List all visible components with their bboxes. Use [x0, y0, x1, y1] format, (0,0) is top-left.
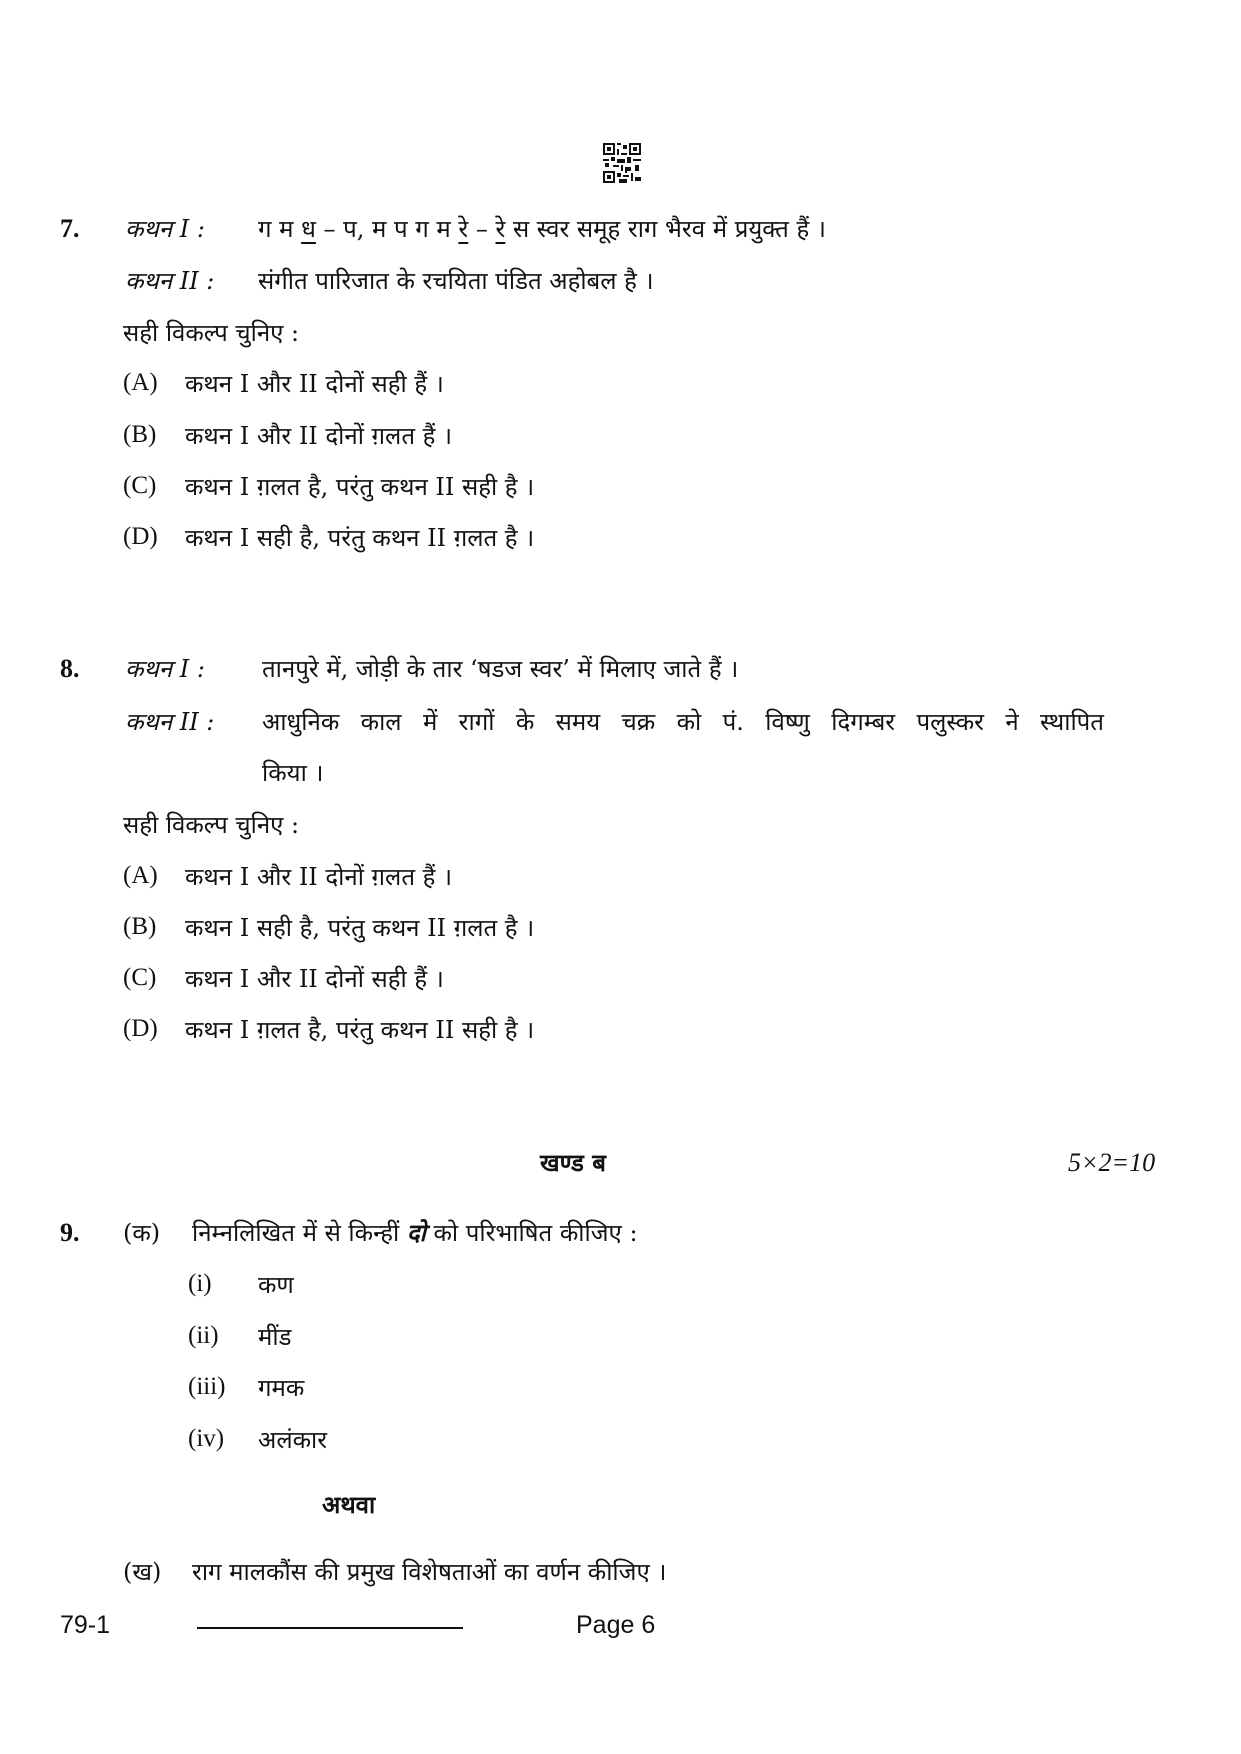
q8-statement-1-label: कथन I : [125, 655, 205, 683]
q9-part-a-label: (क) [123, 1219, 161, 1247]
komal-swar-re: रे [458, 215, 469, 243]
q7-option-b-text: कथन I और II दोनों ग़लत हैं । [185, 422, 453, 450]
q8-option-d-letter: (D) [123, 1015, 158, 1042]
q9-part-b-text: राग मालकौंस की प्रमुख विशेषताओं का वर्णन कीजिए । [192, 1558, 667, 1586]
q8-prompt: सही विकल्प चुनिए : [123, 811, 300, 839]
q9-item-iii-number: (iii) [188, 1373, 226, 1400]
qr-code-icon [603, 143, 641, 183]
q7-statement-1-label: कथन I : [125, 215, 205, 243]
or-separator: अथवा [322, 1490, 376, 1519]
q7-option-b-letter: (B) [123, 421, 157, 448]
q8-option-c-text: कथन I और II दोनों सही हैं । [185, 965, 444, 993]
q8-option-a-text: कथन I और II दोनों ग़लत हैं । [185, 863, 453, 891]
question-9-number: 9. [60, 1218, 80, 1247]
question-7-number: 7. [60, 214, 80, 243]
section-marks: 5×2=10 [1068, 1148, 1156, 1177]
q9-item-i-number: (i) [188, 1270, 212, 1297]
q9-item-iv-text: अलंकार [258, 1426, 328, 1454]
q7-option-a-text: कथन I और II दोनों सही हैं । [185, 370, 444, 398]
q9-item-iv-number: (iv) [188, 1425, 225, 1452]
q9-part-a-text [192, 1216, 638, 1249]
q8-option-b-text: कथन I सही है, परंतु कथन II ग़लत है । [185, 914, 535, 942]
q7-option-c-text: कथन I ग़लत है, परंतु कथन II सही है । [185, 473, 535, 501]
text-part: – [468, 215, 496, 243]
text-part: ग म [258, 215, 302, 243]
emphasis-two: दो [406, 1218, 426, 1247]
q9-item-ii-number: (ii) [188, 1322, 219, 1349]
question-8-number: 8. [60, 654, 80, 683]
q7-statement-2-text: संगीत पारिजात के रचयिता पंडित अहोबल है । [258, 267, 654, 295]
q7-option-d-text: कथन I सही है, परंतु कथन II ग़लत है । [185, 524, 535, 552]
q9-item-iii-text: गमक [258, 1374, 305, 1402]
section-title: खण्ड ब [540, 1148, 606, 1177]
footer-divider [197, 1627, 463, 1629]
q8-statement-1-text: तानपुरे में, जोड़ी के तार ‘षडज स्वर’ में मिलाए जाते हैं । [262, 655, 739, 683]
q7-option-d-letter: (D) [123, 523, 158, 550]
q8-option-d-text: कथन I ग़लत है, परंतु कथन II सही है । [185, 1016, 535, 1044]
paper-code: 79-1 [60, 1611, 111, 1639]
q7-statement-1-text [258, 212, 826, 245]
text-part: – प, म प ग म [315, 215, 459, 243]
q9-item-i-text: कण [258, 1271, 294, 1299]
q9-item-ii-text: मींड [258, 1323, 292, 1351]
q8-option-b-letter: (B) [123, 913, 157, 940]
text-part: स स्वर समूह राग भैरव में प्रयुक्त हैं । [505, 215, 826, 243]
q8-statement-2-line-2: किया । [262, 759, 324, 787]
q7-option-a-letter: (A) [123, 369, 158, 396]
text-part: निम्नलिखित में से किन्हीं [192, 1219, 407, 1247]
q9-part-b-label: (ख) [123, 1558, 162, 1586]
q8-option-a-letter: (A) [123, 862, 158, 889]
page-number: Page 6 [576, 1611, 656, 1639]
komal-swar-re: रे [495, 215, 506, 243]
q8-option-c-letter: (C) [123, 964, 157, 991]
komal-swar-dha: ध [301, 215, 316, 243]
q8-statement-2-line-1: आधुनिक काल में रागों के समय चक्र को पं. विष्णु दिगम्बर पलुस्कर ने स्थापित [262, 708, 1104, 736]
q8-statement-2-label: कथन II : [125, 708, 215, 736]
q7-prompt: सही विकल्प चुनिए : [123, 319, 300, 347]
text-part: को परिभाषित कीजिए : [425, 1219, 638, 1247]
q7-statement-2-label: कथन II : [125, 267, 215, 295]
q7-option-c-letter: (C) [123, 472, 157, 499]
